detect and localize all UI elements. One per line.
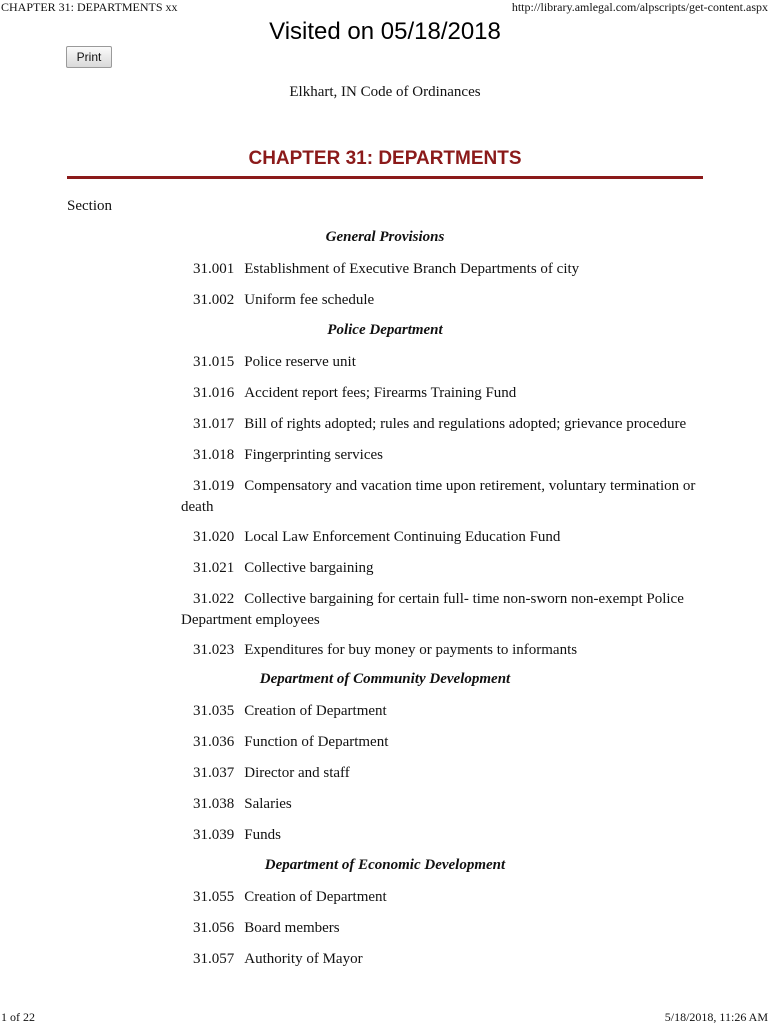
section-number: 31.016 [193,385,235,401]
section-number: 31.021 [193,560,235,576]
section-item-31-017[interactable] [181,414,701,435]
section-item-31-023[interactable] [181,640,701,661]
section-number: 31.015 [193,354,235,370]
section-number: 31.001 [193,261,235,277]
group-heading-community: Department of Community Development [259,671,511,687]
section-text: Funds [244,827,281,843]
section-item-31-056[interactable] [181,918,701,939]
section-text: Expenditures for buy money or payments to informants [244,642,578,658]
section-text: Board members [244,920,340,936]
section-item-31-038[interactable] [181,794,701,815]
section-number: 31.037 [193,765,235,781]
section-label: Section [67,198,112,214]
section-number: 31.035 [193,703,235,719]
section-text: Accident report fees; Firearms Training Fund [244,385,517,401]
section-item-31-019[interactable] [181,476,701,518]
print-button[interactable]: Print [66,46,112,68]
section-item-31-001[interactable] [181,259,701,280]
title-divider [67,176,703,179]
section-text: Bill of rights adopted; rules and regulations adopted; grievance procedure [244,416,687,432]
section-text: Function of Department [244,734,389,750]
section-text: Collective bargaining for certain full- time non-sworn non-exempt Police Department employees [181,591,684,628]
section-item-31-020[interactable] [181,527,701,548]
section-text: Uniform fee schedule [244,292,375,308]
section-item-31-021[interactable] [181,558,701,579]
group-heading-police: Police Department [327,322,443,338]
footer-page-count: 1 of 22 [1,1010,35,1024]
section-text: Collective bargaining [244,560,374,576]
section-number: 31.020 [193,529,235,545]
section-text: Creation of Department [244,889,387,905]
section-text: Authority of Mayor [244,951,363,967]
section-item-31-015[interactable] [181,352,701,373]
section-number: 31.023 [193,642,235,658]
section-text: Establishment of Executive Branch Departments of city [244,261,580,277]
header-url: http://library.amlegal.com/alpscripts/get-content.aspx [511,0,768,14]
group-heading-general: General Provisions [325,229,445,245]
section-number: 31.056 [193,920,235,936]
section-number: 31.036 [193,734,235,750]
section-number: 31.055 [193,889,235,905]
section-item-31-002[interactable] [181,290,701,311]
section-item-31-018[interactable] [181,445,701,466]
group-heading-economic: Department of Economic Development [264,857,506,873]
visited-stamp: Visited on 05/18/2018 [269,18,501,45]
section-number: 31.039 [193,827,235,843]
section-number: 31.017 [193,416,235,432]
section-text: Fingerprinting services [244,447,383,463]
section-item-31-022[interactable] [181,589,701,631]
section-item-31-057[interactable] [181,949,701,970]
section-text: Police reserve unit [244,354,356,370]
footer-datetime: 5/18/2018, 11:26 AM [664,1010,768,1024]
section-number: 31.018 [193,447,235,463]
code-subtitle: Elkhart, IN Code of Ordinances [289,84,481,100]
section-text: Local Law Enforcement Continuing Education Fund [244,529,561,545]
section-item-31-039[interactable] [181,825,701,846]
section-item-31-035[interactable] [181,701,701,722]
section-text: Director and staff [244,765,350,781]
section-item-31-016[interactable] [181,383,701,404]
section-number: 31.022 [193,591,235,607]
section-number: 31.019 [193,478,235,494]
section-item-31-036[interactable] [181,732,701,753]
section-item-31-037[interactable] [181,763,701,784]
section-text: Creation of Department [244,703,387,719]
section-text: Compensatory and vacation time upon retirement, voluntary termination or death [181,478,696,515]
section-number: 31.057 [193,951,235,967]
chapter-title: CHAPTER 31: DEPARTMENTS [248,148,522,169]
section-item-31-055[interactable] [181,887,701,908]
section-number: 31.002 [193,292,235,308]
header-page-title: CHAPTER 31: DEPARTMENTS xx [1,0,178,14]
section-number: 31.038 [193,796,235,812]
section-text: Salaries [244,796,292,812]
